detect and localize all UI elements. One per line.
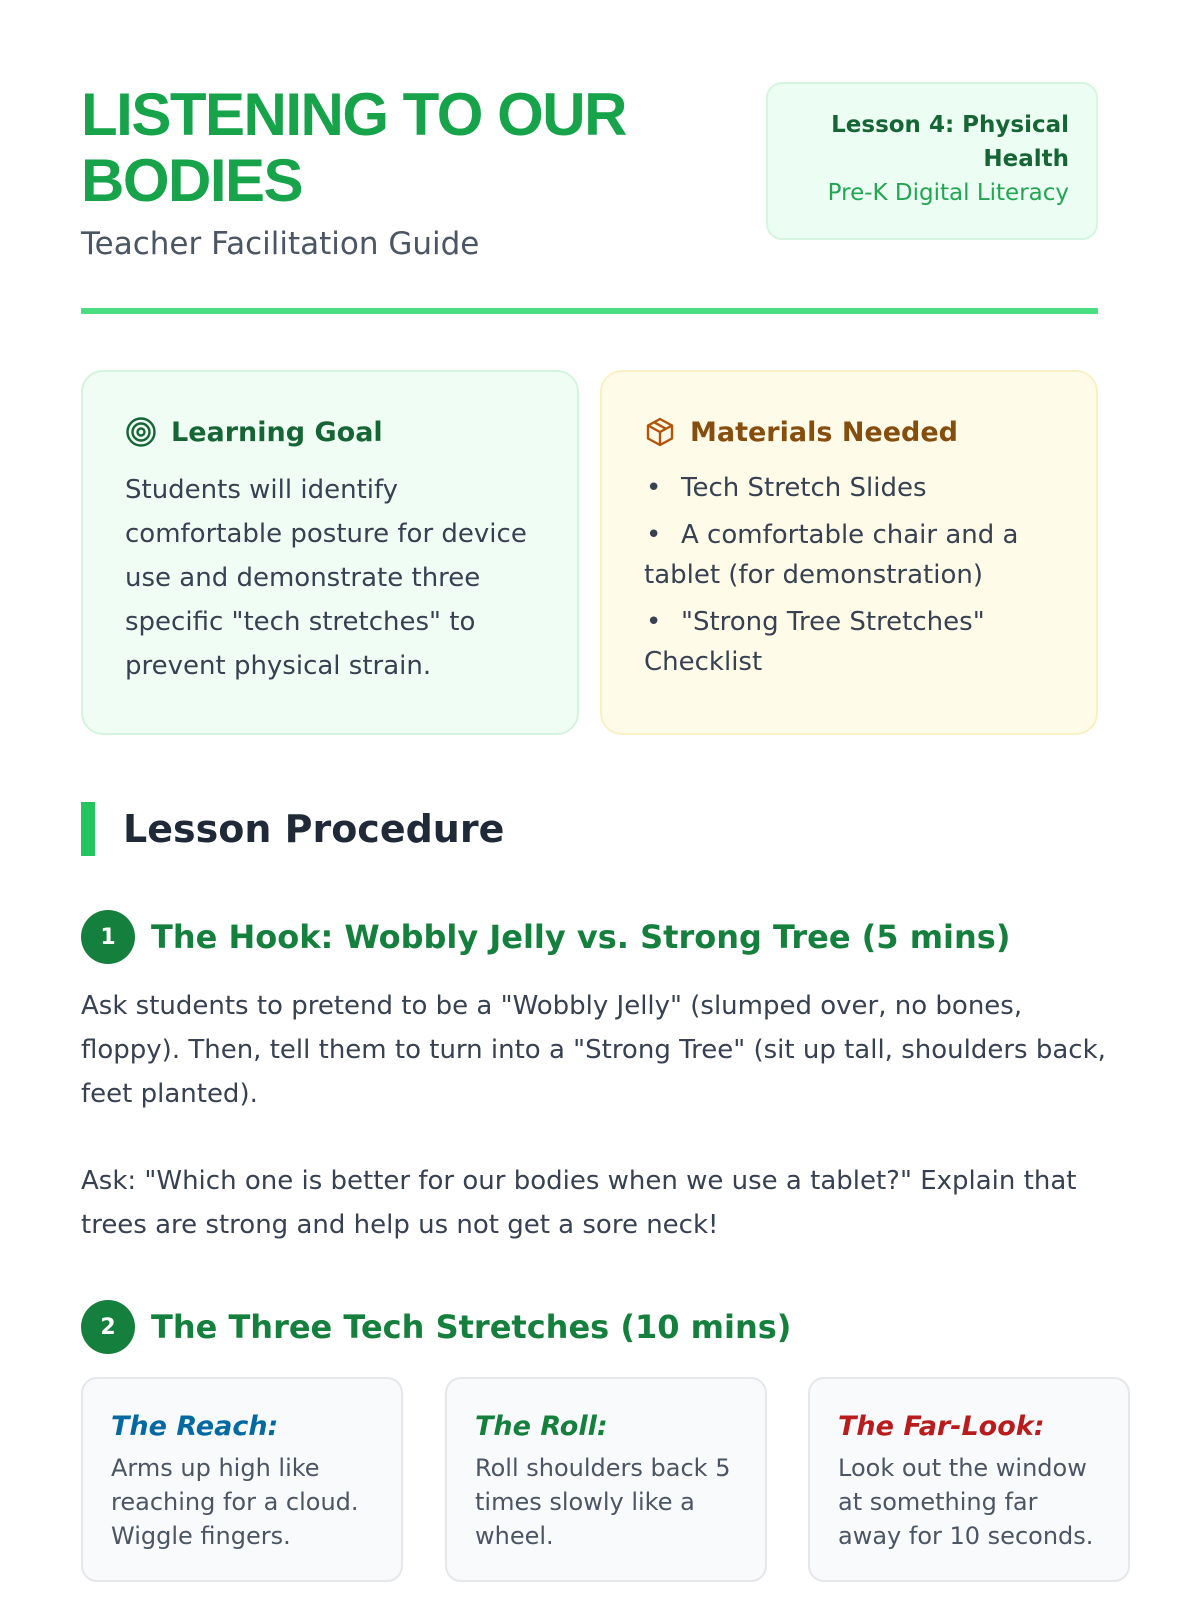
learning-goal-header [125,410,537,454]
lesson-title: Lesson 4: Physical Health [831,112,1069,172]
stretch-description: Roll shoulders back 5 times slowly like a wheel. [475,1454,731,1550]
list-item: • "Strong Tree Stretches" Checklist [644,607,985,677]
procedure-heading [81,802,504,856]
header-divider [81,308,1098,314]
procedure-title: Lesson Procedure [123,807,505,851]
step-2-heading [81,1300,791,1354]
page-subtitle: Teacher Facilitation Guide [81,226,480,262]
materials-header [644,410,1056,454]
procedure-accent-bar [81,802,95,856]
materials-list [644,468,1056,682]
page-title: LISTENING TO OUR BODIES [81,81,626,214]
stretch-cards [81,1377,1098,1582]
stretch-title: The Far-Look: [838,1411,1045,1442]
learning-goal-text: Students will identify comfortable posture for device use and demonstrate three specific "tech stretches" to prevent physical strain. [125,475,527,681]
step-2-title: The Three Tech Stretches (10 mins) [151,1308,792,1346]
stretch-description: Look out the window at something far away for 10 seconds. [838,1454,1094,1550]
stretch-title: The Reach: [111,1411,279,1442]
materials-card [600,370,1098,735]
step-1-title: The Hook: Wobbly Jelly vs. Strong Tree (5 mins) [151,918,1011,956]
stretch-description: Arms up high like reaching for a cloud. Wiggle fingers. [111,1454,359,1550]
learning-goal-title: Learning Goal [171,416,383,448]
step-1-paragraph-1: Ask students to pretend to be a "Wobbly Jelly" (slumped over, no bones, floppy). Then, tell them to turn into a "Strong Tree" (sit up tall, shoulders back, feet planted). [81,991,1106,1109]
lesson-subtitle: Pre-K Digital Literacy [827,180,1069,206]
materials-title: Materials Needed [690,416,959,448]
stretch-title: The Roll: [475,1411,608,1442]
list-item: • A comfortable chair and a tablet (for demonstration) [644,520,1019,590]
step-number-badge: 2 [81,1300,135,1354]
box-icon [644,416,676,448]
info-cards [81,370,1098,735]
stretch-card-far-look [808,1377,1130,1582]
header [81,0,1098,312]
lesson-badge [766,82,1098,240]
stretch-card-reach [81,1377,403,1582]
learning-goal-card [81,370,579,735]
list-item: • Tech Stretch Slides [646,473,927,503]
stretch-card-roll [445,1377,767,1582]
step-number-badge: 1 [81,910,135,964]
step-1-paragraph-2: Ask: "Which one is better for our bodies when we use a tablet?" Explain that trees are strong and help us not get a sore neck! [81,1166,1077,1240]
target-icon [125,416,157,448]
step-1-heading [81,910,1010,964]
